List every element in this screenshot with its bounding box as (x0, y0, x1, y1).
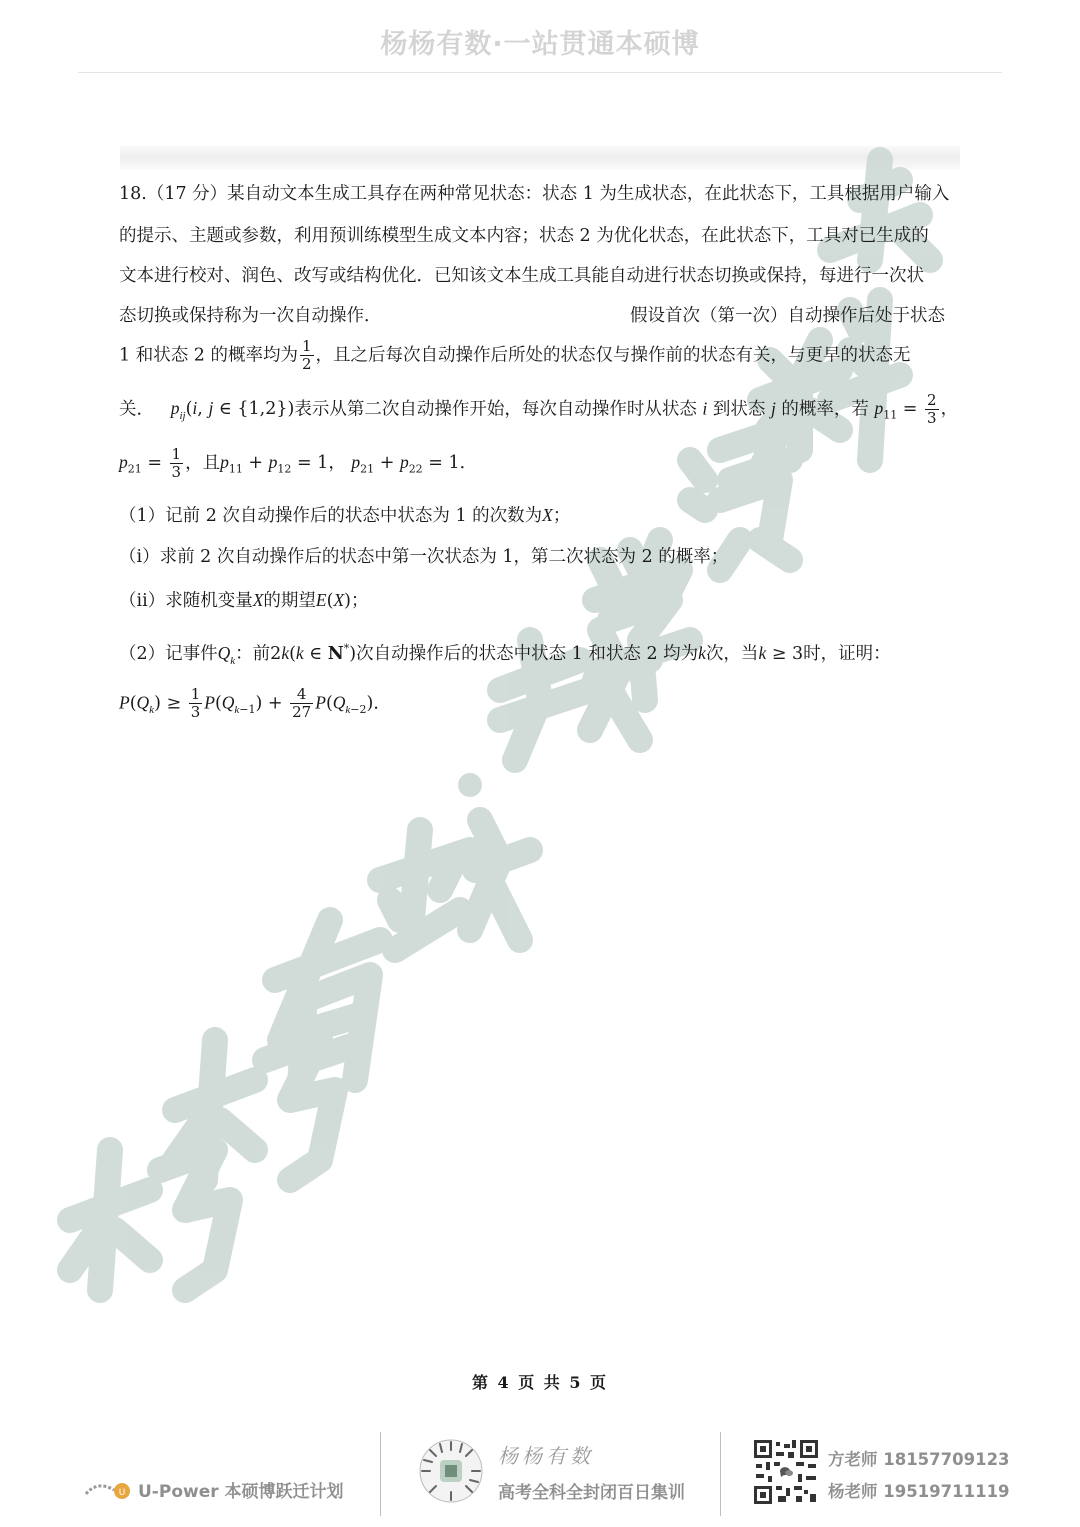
part-1-i: （i）求前 2 次自动操作后的状态中第一次状态为 1，第二次状态为 2 的概率； (119, 547, 729, 567)
question-line-5-b: ，且之后每次自动操作后所处的状态仅与操作前的状态有关，与更早的状态无 (315, 345, 911, 366)
part-2-c: 次自动操作后的状态中状态 1 和状态 2 均为 (356, 644, 699, 664)
footer-divider-2 (720, 1432, 721, 1516)
question-line-6-a: 关． (119, 399, 154, 420)
part-2-a: （2）记事件 (119, 644, 218, 664)
math-k-ge-3: k ≥ 3 (758, 643, 804, 664)
math-p21-equals: $p_{21}$ = $\frac{1}{3}$ (119, 445, 182, 482)
part-1-ii-text-b: 的期望 (263, 591, 316, 611)
math-X-2: X (252, 590, 264, 610)
footer-contact-fang: 方老师 18157709123 (828, 1450, 1010, 1469)
math-i: i (702, 398, 708, 419)
page-number: 第 4 页 共 5 页 (471, 1373, 609, 1392)
footer-camp-name: 高考全科全封闭百日集训 (498, 1483, 685, 1503)
question-line-4 (119, 302, 959, 327)
question-line-6-b: 表示从第二次自动操作开始，每次自动操作时从状态 (294, 399, 697, 420)
math-X: X (542, 505, 553, 525)
math-p-ij-definition: $p_{ij}(i$, j ∈ {1,2}) (170, 398, 295, 422)
part-1-ii (119, 587, 959, 612)
wechat-qr-code-icon (752, 1438, 820, 1506)
question-line-6-c: 到状态 (712, 399, 766, 420)
part-2-inequality: $P(Q_k)$ ≥ $\frac{1}{3}$ $P(Q_{k-1})$ + $\frac{4}{27}$ $P(Q_{k-2})$． (119, 685, 391, 722)
mini-program-qr-icon (418, 1438, 484, 1504)
question-line-6-d: 的概率，若 (781, 399, 869, 420)
question-line-4-left: 态切换或保持称为一次自动操作． (119, 306, 382, 326)
svg-text:U: U (118, 1488, 126, 1498)
math-j: j (770, 398, 776, 419)
footer-contact-yang: 杨老师 19519711119 (828, 1482, 1010, 1501)
footer-left (84, 1476, 344, 1502)
footer (0, 1430, 1080, 1520)
footer-divider-1 (380, 1432, 381, 1516)
question-line-2: 的提示、主题或参数，利用预训练模型生成文本内容；状态 2 为优化状态，在此状态下，工具对已生成的 (119, 226, 929, 246)
question-line-5 (119, 338, 959, 374)
part-1: （1）记前 2 次自动操作后的状态中状态为 1 的次数为X； (119, 505, 571, 526)
upower-logo-icon (84, 1476, 132, 1502)
scan-artifact-band (120, 146, 960, 170)
part-2 (119, 640, 959, 667)
math-p11-equals: $p_{11}$ = $\frac{2}{3}$ ， (874, 391, 959, 428)
fraction-one-half: $\frac{1}{2}$ (301, 337, 312, 374)
question-line-6 (119, 392, 959, 428)
part-2-b: ：前 (235, 644, 271, 664)
part-1-text: （1）记前 2 次自动操作后的状态中状态为 1 的次数为 (119, 506, 543, 526)
question-line-1: 18.（17 分）某自动文本生成工具存在两种常见状态：状态 1 为生成状态，在此状态下，工具根据用户输入 (119, 184, 950, 204)
part-1-ii-text: （ii）求随机变量 (119, 591, 253, 611)
header-divider (78, 72, 1002, 73)
math-2k: 2k(k ∈ N*) (270, 642, 357, 664)
math-expectation: E(X)； (315, 590, 369, 611)
question-line-7 (119, 446, 959, 482)
part-2-e: 时，证明： (803, 644, 891, 664)
footer-brand: 杨杨有数 (498, 1444, 594, 1468)
question-line-7-a: ，且 (185, 453, 221, 474)
footer-program-name: U-Power 本硕博跃迁计划 (138, 1481, 344, 1502)
question-line-4-right: 假设首次（第一次）自动操作后处于状态 (630, 306, 945, 326)
question-line-3: 文本进行校对、润色、改写或结构优化．已知该文本生成工具能自动进行状态切换或保持，每进行一次状 (119, 266, 924, 286)
header-title: 杨杨有数·一站贯通本硕博 (380, 29, 700, 60)
question-line-5-a: 1 和状态 2 的概率均为 (119, 345, 298, 366)
math-Qk: $Q_k$ (217, 643, 236, 667)
math-k: k (698, 643, 706, 663)
math-sum-conditions: $p_{11} + p_{12} = 1$， $p_{21} + p_{22} = 1$． (220, 452, 478, 476)
part-2-d: 次，当 (705, 644, 759, 664)
